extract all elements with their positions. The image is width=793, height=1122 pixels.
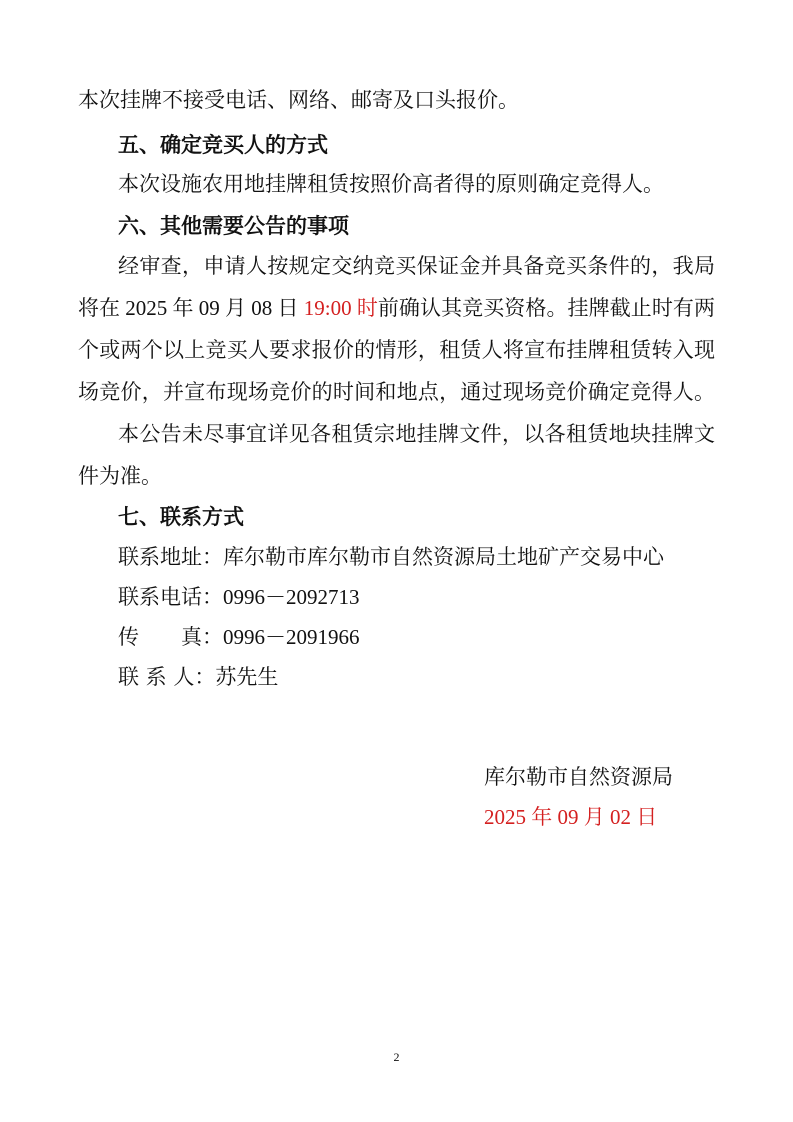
page-number: 2 [393, 1050, 400, 1064]
phone-label: 联系电话： [118, 585, 223, 609]
signature-date: 2025 年 09 月 02 日 [484, 805, 658, 829]
deadline-time: 19:00 时 [303, 296, 378, 320]
section-6-heading: 六、其他需要公告的事项 [118, 214, 349, 238]
address-label: 联系地址： [118, 545, 223, 569]
contact-phone-row [118, 583, 360, 611]
fax-value: 0996－2091966 [223, 625, 360, 649]
section-6-p2-line1: 本公告未尽事宜详见各租赁宗地挂牌文件，以各租赁地块挂牌文 [118, 422, 715, 446]
section-6-p1-line1: 经审查，申请人按规定交纳竞买保证金并具备竞买条件的，我局 [118, 254, 715, 278]
contact-person-label: 联 系 人： [118, 665, 216, 689]
phone-value: 0996－2092713 [223, 585, 360, 609]
section-7-heading: 七、联系方式 [118, 505, 244, 529]
section-5-heading: 五、确定竞买人的方式 [118, 133, 328, 157]
section-6-p1-line4: 场竞价，并宣布现场竞价的时间和地点，通过现场竞价确定竞得人。 [78, 380, 715, 404]
contact-person-value: 苏先生 [215, 665, 279, 689]
contact-person-row [118, 663, 278, 691]
section-6-p2-line2: 件为准。 [78, 464, 162, 488]
section-6-p1-line3: 个或两个以上竞买人要求报价的情形，租赁人将宣布挂牌租赁转入现 [78, 338, 715, 362]
deadline-date-text: 将在 2025 年 09 月 08 日 [78, 296, 304, 320]
intro-paragraph: 本次挂牌不接受电话、网络、邮寄及口头报价。 [78, 88, 519, 112]
deadline-rest-text: 前确认其竞买资格。挂牌截止时有两 [377, 296, 715, 320]
contact-address-row [118, 543, 664, 571]
fax-label: 传 真： [118, 625, 223, 649]
section-6-p1-line2 [78, 294, 715, 322]
contact-fax-row [118, 623, 360, 651]
signature-org: 库尔勒市自然资源局 [484, 765, 673, 789]
address-value: 库尔勒市库尔勒市自然资源局土地矿产交易中心 [223, 545, 664, 569]
section-5-text: 本次设施农用地挂牌租赁按照价高者得的原则确定竞得人。 [118, 172, 664, 196]
